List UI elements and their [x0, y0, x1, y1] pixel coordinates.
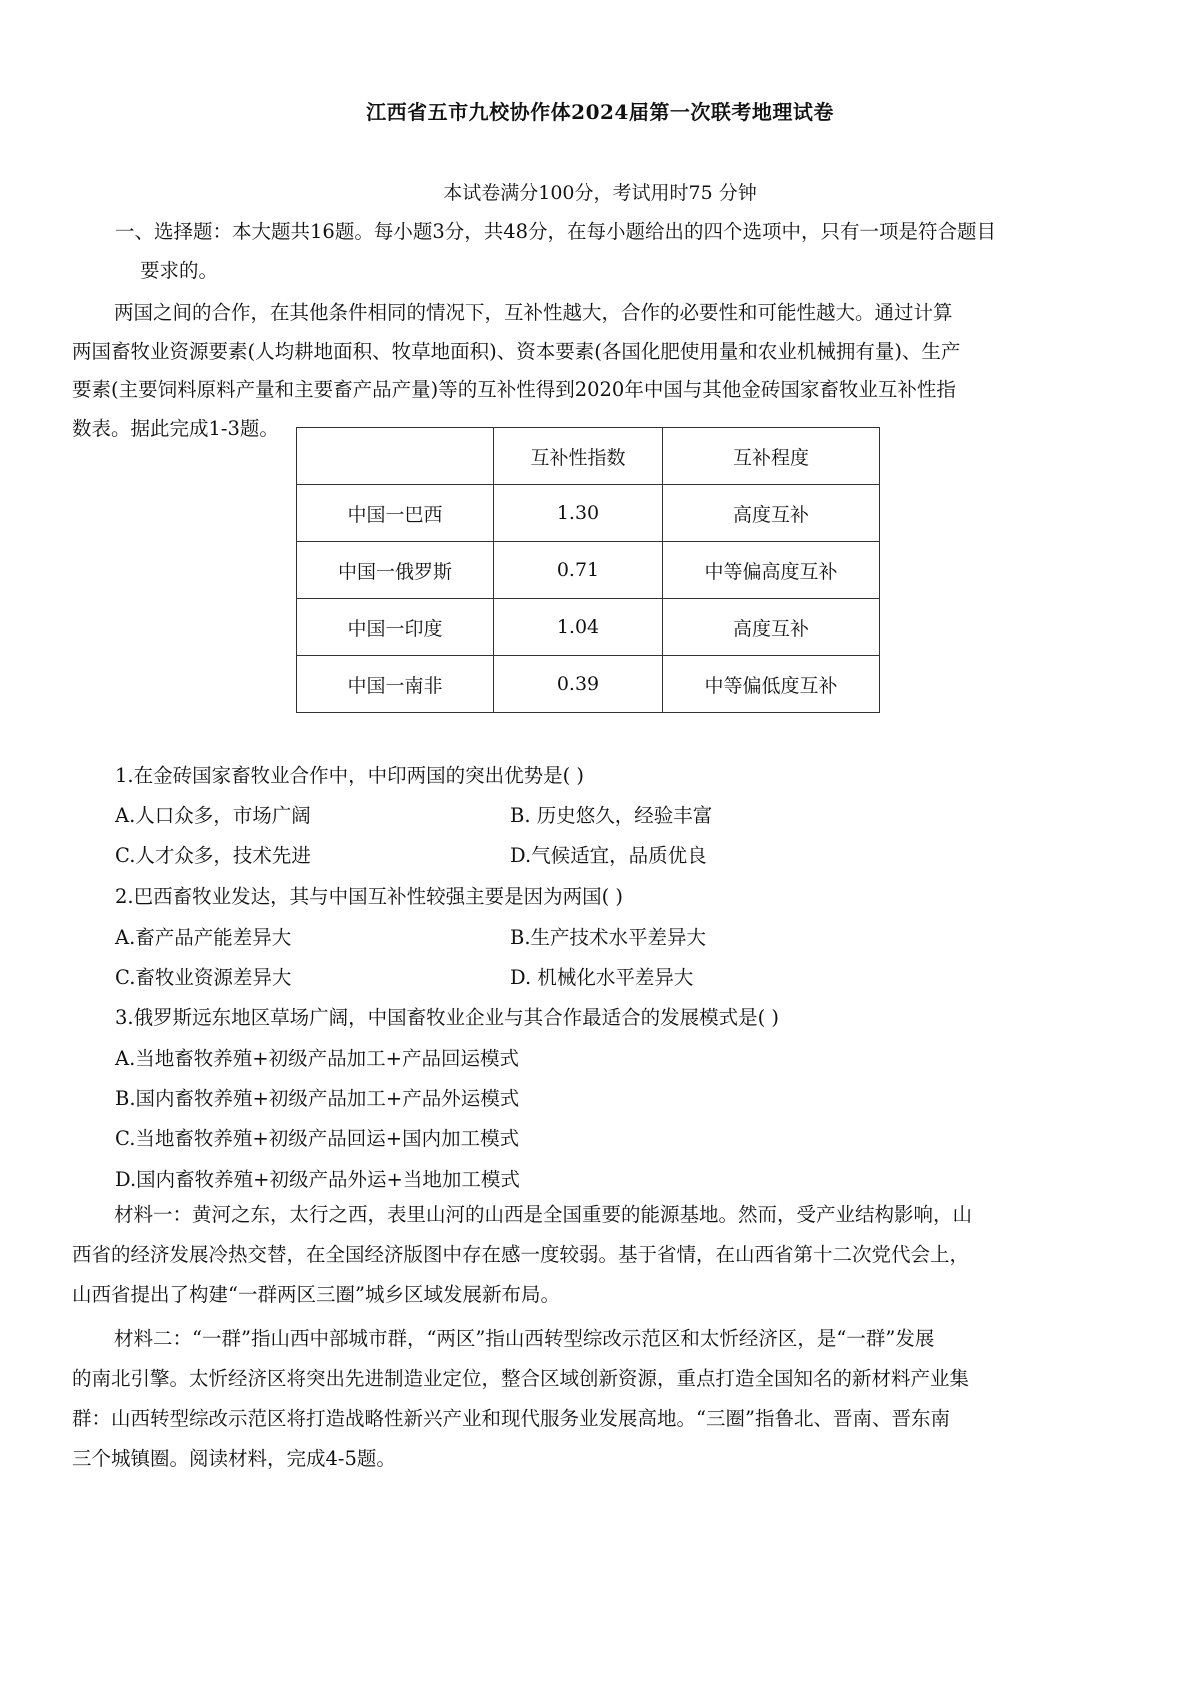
material-line: 群：山西转型综改示范区将打造战略性新兴产业和现代服务业发展高地。“三圈”指鲁北、晋南、晋东南 [72, 1407, 950, 1430]
section-heading-line2: 要求的。 [140, 258, 219, 282]
option-a: A.人口众多，市场广阔 [115, 804, 311, 827]
complementarity-table [296, 427, 880, 713]
table-row [297, 485, 880, 542]
table-row [297, 599, 880, 656]
table-cell: 中等偏低度互补 [663, 656, 880, 713]
question-3-stem: 3.俄罗斯远东地区草场广阔，中国畜牧业企业与其合作最适合的发展模式是( ) [115, 1006, 780, 1029]
material-line: 材料一：黄河之东，太行之西，表里山河的山西是全国重要的能源基地。然而，受产业结构影响，山 [114, 1203, 973, 1226]
table-cell: 0.71 [494, 542, 663, 599]
table-cell: 高度互补 [663, 485, 880, 542]
table-cell: 中国一俄罗斯 [297, 542, 494, 599]
option-c: C.人才众多，技术先进 [115, 844, 311, 867]
material-line: 的南北引擎。太忻经济区将突出先进制造业定位，整合区域创新资源，重点打造全国知名的新材料产业集 [72, 1367, 970, 1390]
table-header-row [297, 428, 880, 485]
question-2-stem: 2.巴西畜牧业发达，其与中国互补性较强主要是因为两国( ) [115, 885, 624, 908]
table-cell: 高度互补 [663, 599, 880, 656]
material-one [72, 1195, 1142, 1315]
page-title: 江西省五市九校协作体2024届第一次联考地理试卷 [366, 100, 834, 124]
table-row [297, 656, 880, 713]
option-d: D.国内畜牧养殖+初级产品外运+当地加工模式 [115, 1168, 520, 1191]
option-b: B.国内畜牧养殖+初级产品加工+产品外运模式 [115, 1087, 520, 1110]
option-b: B.生产技术水平差异大 [510, 926, 707, 949]
material-line: 材料二：“一群”指山西中部城市群，“两区”指山西转型综改示范区和太忻经济区，是“一群”发展 [114, 1327, 935, 1350]
table-row [297, 542, 880, 599]
option-a: A.当地畜牧养殖+初级产品加工+产品回运模式 [115, 1047, 519, 1070]
intro-line: 两国之间的合作，在其他条件相同的情况下，互补性越大，合作的必要性和可能性越大。通过计算 [114, 301, 953, 324]
option-c: C.当地畜牧养殖+初级产品回运+国内加工模式 [115, 1127, 520, 1150]
table-cell: 1.30 [494, 485, 663, 542]
table-cell: 中国一南非 [297, 656, 494, 713]
table-header-cell: 互补性指数 [494, 428, 663, 485]
option-c: C.畜牧业资源差异大 [115, 966, 292, 989]
material-line: 三个城镇圈。阅读材料，完成4-5题。 [72, 1447, 396, 1470]
option-a: A.畜产品产能差异大 [115, 926, 292, 949]
option-d: D. 机械化水平差异大 [510, 966, 694, 989]
material-line: 山西省提出了构建“一群两区三圈”城乡区域发展新布局。 [72, 1283, 560, 1306]
question-1-stem: 1.在金砖国家畜牧业合作中，中印两国的突出优势是( ) [115, 764, 585, 787]
intro-line: 数表。据此完成1-3题。 [72, 416, 279, 440]
table-cell: 中等偏高度互补 [663, 542, 880, 599]
material-line: 西省的经济发展冷热交替，在全国经济版图中存在感一度较弱。基于省情，在山西省第十二次党代会上， [72, 1243, 970, 1266]
option-b: B. 历史悠久，经验丰富 [510, 804, 713, 827]
table-cell: 1.04 [494, 599, 663, 656]
table-cell: 中国一巴西 [297, 485, 494, 542]
table-cell: 中国一印度 [297, 599, 494, 656]
intro-paragraph [72, 294, 1132, 448]
material-two [72, 1319, 1142, 1479]
table-header-cell [297, 428, 494, 485]
intro-line: 两国畜牧业资源要素(人均耕地面积、牧草地面积)、资本要素(各国化肥使用量和农业机械拥有量)、生产 [72, 339, 961, 363]
section-heading-line1: 一、选择题：本大题共16题。每小题3分，共48分，在每小题给出的四个选项中，只有一项是符合题目 [115, 220, 997, 243]
exam-info: 本试卷满分100分，考试用时75 分钟 [443, 182, 757, 204]
option-d: D.气候适宜，品质优良 [510, 844, 707, 867]
intro-line: 要素(主要饲料原料产量和主要畜产品产量)等的互补性得到2020年中国与其他金砖国家畜牧业互补性指 [72, 378, 956, 401]
section-heading [115, 213, 1105, 290]
table-header-cell: 互补程度 [663, 428, 880, 485]
table-cell: 0.39 [494, 656, 663, 713]
